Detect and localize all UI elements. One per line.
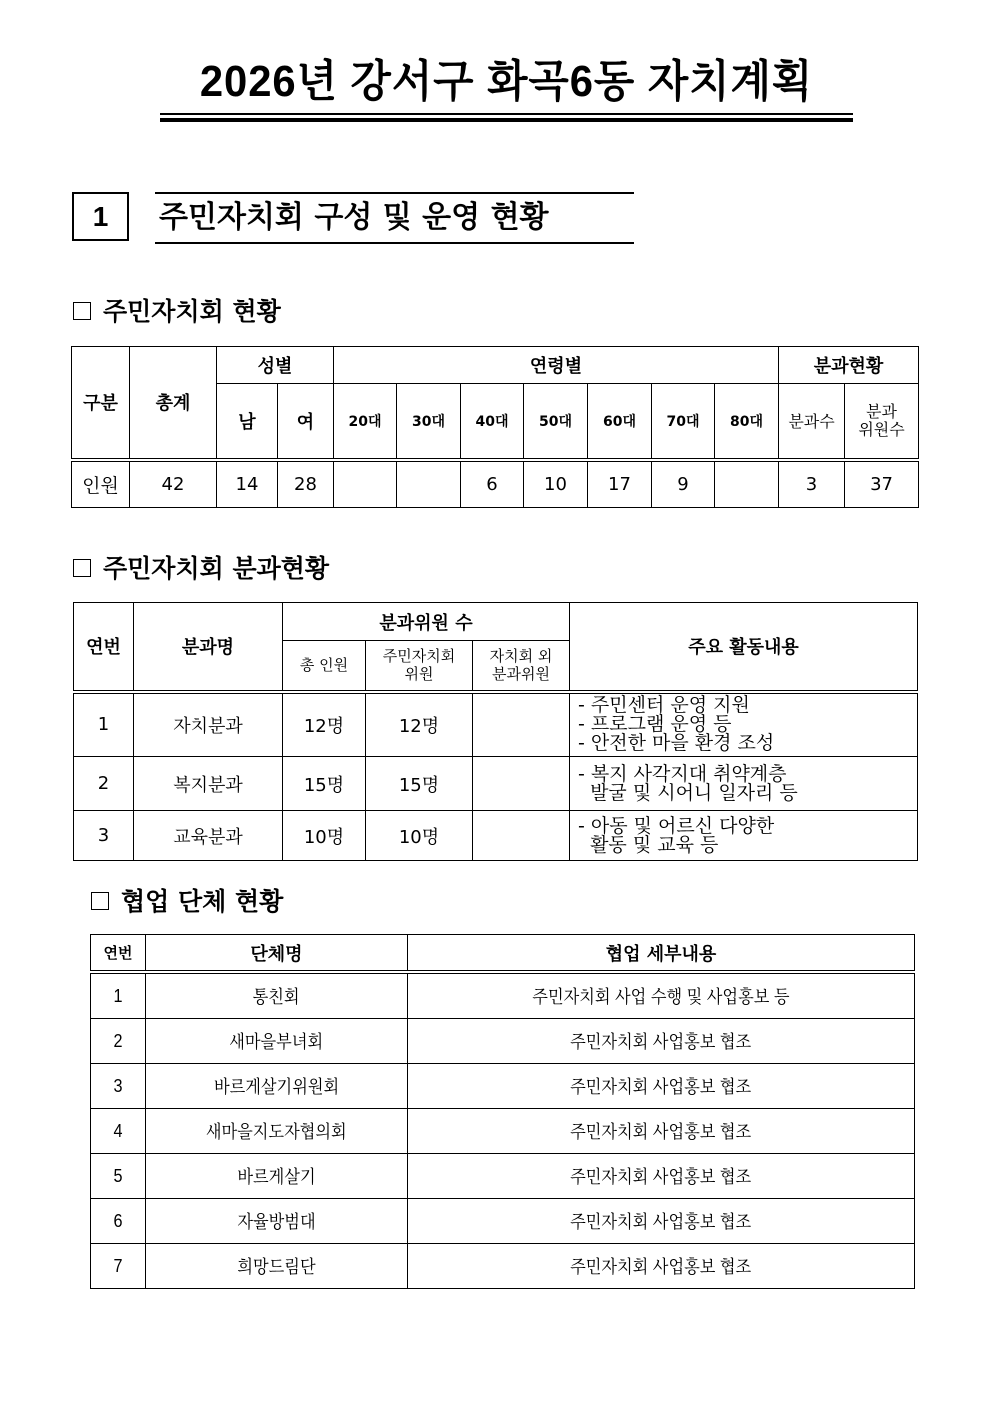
header-male: 남 [217, 384, 278, 460]
cell-no: 5 [91, 1154, 146, 1199]
header-age: 연령별 [334, 347, 779, 384]
cell-no: 2 [74, 757, 134, 811]
cell-no: 4 [91, 1109, 146, 1154]
cell-resident: 15명 [366, 757, 473, 811]
header-age-40: 40대 [461, 384, 524, 460]
cell-no: 2 [91, 1019, 146, 1064]
table-row [91, 1064, 915, 1109]
cell-total: 42 [130, 460, 217, 508]
table-row [91, 1109, 915, 1154]
cell-external [473, 692, 570, 757]
cell-details: 주민자치회 사업홍보 협조 [408, 1109, 915, 1154]
header-age-60: 60대 [588, 384, 652, 460]
cell-name: 바르게살기위원회 [146, 1064, 408, 1109]
subheading-label: 협업 단체 현황 [121, 887, 284, 916]
cell-name: 새마을부녀회 [146, 1019, 408, 1064]
header-sub-count: 분과수 [779, 384, 845, 460]
header-name: 분과명 [134, 603, 283, 692]
section-title: 주민자치회 구성 및 운영 현황 [155, 192, 634, 244]
document-title: 2026년 강서구 화곡6동 자치계획 [199, 57, 814, 106]
cell-no: 1 [91, 972, 146, 1019]
cell-details: 주민자치회 사업홍보 협조 [408, 1064, 915, 1109]
cell-age-20 [334, 460, 397, 508]
subheading-status [73, 296, 281, 328]
cell-resident: 10명 [366, 811, 473, 861]
cell-name: 자율방범대 [146, 1199, 408, 1244]
cell-no: 1 [74, 692, 134, 757]
header-total: 총계 [130, 347, 217, 460]
cell-resident: 12명 [366, 692, 473, 757]
header-age-20: 20대 [334, 384, 397, 460]
cell-details: 주민자치회 사업 수행 및 사업홍보 등 [408, 972, 915, 1019]
cell-external [473, 811, 570, 861]
cell-activities: - 복지 사각지대 취약계층 발굴 및 시어니 일자리 등 [570, 757, 918, 811]
table-row [91, 1199, 915, 1244]
cell-female: 28 [278, 460, 334, 508]
table-row [74, 811, 918, 861]
header-age-80: 80대 [715, 384, 779, 460]
cell-total: 15명 [283, 757, 366, 811]
cell-sub-count: 3 [779, 460, 845, 508]
checkbox-square-icon [91, 892, 109, 910]
cell-age-40: 6 [461, 460, 524, 508]
cell-male: 14 [217, 460, 278, 508]
status-table [71, 346, 919, 508]
partners-table [90, 934, 915, 1289]
header-subcommittee: 분과현황 [779, 347, 919, 384]
cell-age-80 [715, 460, 779, 508]
header-no: 연번 [91, 935, 146, 973]
cell-details: 주민자치회 사업홍보 협조 [408, 1244, 915, 1289]
cell-no: 3 [74, 811, 134, 861]
title-underline [160, 113, 853, 115]
cell-no: 6 [91, 1199, 146, 1244]
cell-details: 주민자치회 사업홍보 협조 [408, 1154, 915, 1199]
cell-name: 희망드림단 [146, 1244, 408, 1289]
cell-name: 교육분과 [134, 811, 283, 861]
cell-name: 바르게살기 [146, 1154, 408, 1199]
header-gender: 성별 [217, 347, 334, 384]
cell-name: 통친회 [146, 972, 408, 1019]
cell-no: 3 [91, 1064, 146, 1109]
cell-age-60: 17 [588, 460, 652, 508]
subcommittee-table [73, 602, 918, 861]
section-number: 1 [72, 192, 129, 241]
subheading-partners [91, 886, 283, 918]
header-age-30: 30대 [397, 384, 461, 460]
header-category: 구분 [72, 347, 130, 460]
cell-age-70: 9 [652, 460, 715, 508]
table-row [91, 972, 915, 1019]
cell-age-30 [397, 460, 461, 508]
header-female: 여 [278, 384, 334, 460]
row-label: 인원 [72, 460, 130, 508]
subheading-label: 주민자치회 분과현황 [103, 554, 330, 583]
table-row [72, 460, 919, 508]
cell-no: 7 [91, 1244, 146, 1289]
checkbox-square-icon [73, 302, 91, 320]
cell-name: 새마을지도자협의회 [146, 1109, 408, 1154]
cell-activities: - 주민센터 운영 지원 - 프로그램 운영 등 - 안전한 마을 환경 조성 [570, 692, 918, 757]
subheading-subcommittees [73, 553, 329, 585]
document-title-wrap [160, 52, 853, 112]
cell-sub-members: 37 [845, 460, 919, 508]
header-members: 분과위원 수 [283, 603, 570, 641]
cell-external [473, 757, 570, 811]
table-row [74, 692, 918, 757]
cell-age-50: 10 [524, 460, 588, 508]
cell-details: 주민자치회 사업홍보 협조 [408, 1019, 915, 1064]
table-row [91, 1244, 915, 1289]
cell-name: 복지분과 [134, 757, 283, 811]
table-row [74, 757, 918, 811]
cell-name: 자치분과 [134, 692, 283, 757]
title-underline-thick [160, 118, 853, 122]
header-external-members: 자치회 외 분과위원 [473, 641, 570, 692]
header-name: 단체명 [146, 935, 408, 973]
table-row [91, 1019, 915, 1064]
checkbox-square-icon [73, 559, 91, 577]
cell-details: 주민자치회 사업홍보 협조 [408, 1199, 915, 1244]
cell-total: 10명 [283, 811, 366, 861]
header-activities: 주요 활동내용 [570, 603, 918, 692]
header-sub-members: 분과 위원수 [845, 384, 919, 460]
header-age-50: 50대 [524, 384, 588, 460]
header-details: 협업 세부내용 [408, 935, 915, 973]
header-no: 연번 [74, 603, 134, 692]
cell-activities: - 아동 및 어르신 다양한 활동 및 교육 등 [570, 811, 918, 861]
header-total-members: 총 인원 [283, 641, 366, 692]
header-age-70: 70대 [652, 384, 715, 460]
subheading-label: 주민자치회 현황 [103, 297, 281, 326]
cell-total: 12명 [283, 692, 366, 757]
header-resident-members: 주민자치회 위원 [366, 641, 473, 692]
table-row [91, 1154, 915, 1199]
